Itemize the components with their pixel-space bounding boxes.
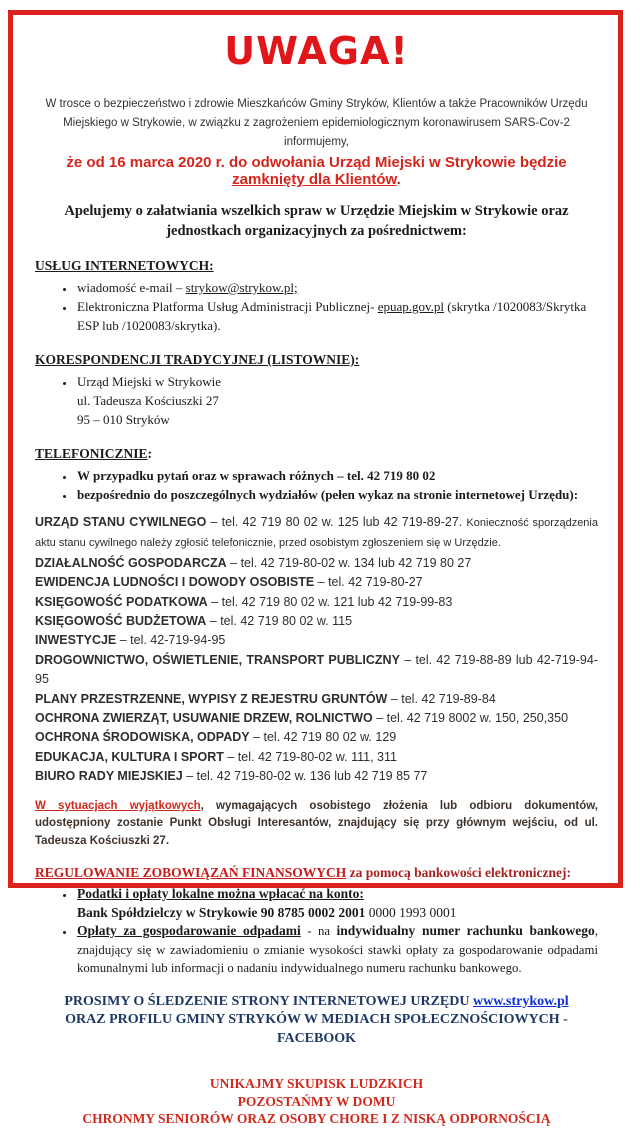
section-phone-heading: TELEFONICZNIE:: [35, 446, 153, 461]
department-name: INWESTYCJE: [35, 633, 117, 648]
safety-slogans: [35, 1075, 598, 1128]
department-row: [35, 593, 598, 612]
phone-list: [35, 466, 598, 504]
department-name: KSIĘGOWOŚĆ BUDŻETOWA: [35, 614, 207, 629]
department-name: OCHRONA ŚRODOWISKA, ODPADY: [35, 730, 250, 745]
list-item-address: [75, 372, 598, 429]
department-phone: – tel. 42 719 8002 w. 150, 250,350: [372, 711, 569, 726]
mail-list: [35, 372, 598, 429]
waste-detail: , znajdujący się w zawiadomieniu o zmianie wysokości stawki opłaty za gospodarowanie odpadami komunalnymi lub informacji o nadaniu indywidualnego numeru rachunku bankowego.: [77, 924, 598, 976]
department-row: [35, 651, 598, 690]
website-link[interactable]: www.strykow.pl: [473, 993, 569, 1009]
department-row: [35, 554, 598, 573]
department-row: [35, 631, 598, 650]
department-phone: – tel. 42 719-80-02 w. 134 lub 42 719 80 27: [226, 555, 472, 570]
section-mail-heading: KORESPONDENCJI TRADYCYJNEJ (LISTOWNIE):: [35, 352, 360, 367]
finance-heading-red: REGULOWANIE ZOBOWIĄZAŃ FINANSOWYCH: [35, 865, 347, 881]
department-name: PLANY PRZESTRZENNE, WYPISY Z REJESTRU GRUNTÓW: [35, 691, 388, 706]
exception-paragraph: [35, 798, 598, 851]
section-internet-heading: USŁUG INTERNETOWYCH:: [35, 258, 214, 273]
waste-label: Opłaty za gospodarowanie odpadami: [77, 923, 301, 939]
department-phone: – tel. 42 719-80-27: [314, 575, 423, 590]
department-name: BIURO RADY MIEJSKIEJ: [35, 769, 183, 784]
closure-period: .: [396, 171, 401, 188]
department-row: [35, 513, 598, 554]
department-row: [35, 573, 598, 592]
waste-bold: indywidualny numer rachunku bankowego: [336, 923, 595, 939]
department-name: DZIAŁALNOŚĆ GOSPODARCZA: [35, 555, 227, 570]
department-name: KSIĘGOWOŚĆ PODATKOWA: [35, 594, 208, 609]
follow-text: PROSIMY O ŚLEDZENIE STRONY INTERNETOWEJ URZĘDU: [64, 993, 473, 1009]
list-item-waste-fees: [75, 922, 598, 978]
department-row: [35, 748, 598, 767]
department-row: [35, 709, 598, 728]
list-item-departments-intro: • bezpośrednio do poszczególnych wydziałów (pełen wykaz na stronie internetowej Urzędu):: [75, 485, 598, 504]
department-name: EDUKACJA, KULTURA I SPORT: [35, 749, 224, 764]
list-item-taxes: [75, 885, 598, 922]
follow-line-2: ORAZ PROFILU GMINY STRYKÓW W MEDIACH SPOŁECZNOŚCIOWYCH - FACEBOOK: [65, 1012, 568, 1046]
intro-paragraph: W trosce o bezpieczeństwo i zdrowie Mieszkańców Gminy Stryków, Klientów a także Pracowników Urzędu Miejskiego w Strykowie, w związku z zagrożeniem epidemiologicznym koronawirusem SARS-Cov-2 informujemy,: [45, 98, 588, 148]
department-name: DROGOWNICTWO, OŚWIETLENIE, TRANSPORT PUBLICZNY: [35, 652, 400, 667]
exception-highlight: W sytuacjach wyjątkowych: [35, 799, 201, 812]
address-line-2: ul. Tadeusza Kościuszki 27: [77, 393, 219, 408]
email-link[interactable]: strykow@strykow.pl;: [185, 280, 298, 295]
follow-line-1: [35, 993, 598, 1012]
department-phone: – tel. 42 719 80 02 w. 121 lub 42 719-99-83: [207, 594, 453, 609]
department-phone: – tel. 42 719-88-89 lub 42-719-94-95: [35, 652, 598, 687]
department-row: [35, 728, 598, 747]
list-item-general-phone: • W przypadku pytań oraz w sprawach różnych – tel. 42 719 80 02: [75, 466, 598, 485]
department-row: [35, 690, 598, 709]
address-line-3: 95 – 010 Stryków: [77, 412, 170, 427]
bank-account-line: Bank Spółdzielczy w Strykowie 90 8785 0002 2001 0000 1993 0001: [77, 904, 457, 920]
epuap-detail: (skrytka /1020083/Skrytka ESP lub /1020083/skrytka).: [77, 299, 587, 333]
exception-text: , wymagających osobistego złożenia lub odbioru dokumentów, udostępniony zostanie Punkt Obsługi Interesantów, znajdujący się przy głównym wejściu, od ul. Tadeusza Kościuszki 27.: [35, 799, 598, 847]
slogan-line: POZOSTAŃMY W DOMU: [237, 1093, 396, 1109]
department-phone: – tel. 42 719 80 02 w. 125 lub 42 719-89-27.: [206, 515, 467, 529]
department-phone: – tel. 42 719-89-84: [387, 691, 496, 706]
finance-list: [35, 885, 598, 978]
email-label: wiadomość e-mail –: [77, 280, 186, 295]
appeal-paragraph: Apelujemy o załatwiania wszelkich spraw w Urzędzie Miejskim w Strykowie oraz jednostkach organizacyjnych za pośrednictwem:: [64, 203, 569, 239]
waste-mid: - na: [300, 924, 337, 939]
internet-list: [35, 278, 598, 335]
department-phone: – tel. 42-719-94-95: [116, 633, 226, 648]
department-note: Konieczność sporządzenia aktu stanu cywilnego należy zgłosić telefonicznie, przed osobistym zgłoszeniem się w Urzędzie.: [35, 517, 598, 550]
notice-red-border: [8, 10, 623, 1127]
follow-us-paragraph: [35, 993, 598, 1049]
list-item-epuap: [75, 297, 598, 335]
epuap-link[interactable]: epuap.gov.pl: [377, 299, 445, 314]
department-name: EWIDENCJA LUDNOŚCI I DOWODY OSOBISTE: [35, 575, 315, 590]
finance-heading-rest: za pomocą bankowości elektronicznej:: [346, 865, 572, 881]
department-phone: – tel. 42 719-80-02 w. 111, 311: [223, 749, 397, 764]
department-name: URZĄD STANU CYWILNEGO: [35, 515, 207, 529]
departments-list: [35, 513, 598, 787]
department-row: [35, 767, 598, 786]
section-finance-heading: [35, 865, 598, 881]
list-item-email: [75, 278, 598, 297]
address-line-1: • Urząd Miejski w Strykowie: [77, 374, 222, 389]
slogan-line: UNIKAJMY SKUPISK LUDZKICH: [209, 1076, 424, 1092]
taxes-label: Podatki i opłaty lokalne można wpłacać na konto:: [77, 886, 364, 902]
closure-announcement: [35, 154, 598, 188]
department-phone: – tel. 42 719 80 02 w. 129: [249, 730, 397, 745]
department-row: [35, 612, 598, 631]
slogan-line: CHRONMY SENIORÓW ORAZ OSOBY CHORE I Z NISKĄ ODPORNOŚCIĄ: [82, 1111, 551, 1127]
department-phone: – tel. 42 719-80-02 w. 136 lub 42 719 85 77: [182, 769, 428, 784]
closure-highlight: zamknięty dla Klientów: [232, 171, 397, 188]
epuap-label: Elektroniczna Platforma Usług Administracji Publicznej-: [77, 299, 378, 314]
department-name: OCHRONA ZWIERZĄT, USUWANIE DRZEW, ROLNICTWO: [35, 711, 373, 726]
page-title: UWAGA!: [224, 29, 409, 73]
closure-text: że od 16 marca 2020 r. do odwołania Urząd Miejski w Strykowie będzie: [66, 154, 567, 171]
department-phone: – tel. 42 719 80 02 w. 115: [206, 614, 353, 629]
